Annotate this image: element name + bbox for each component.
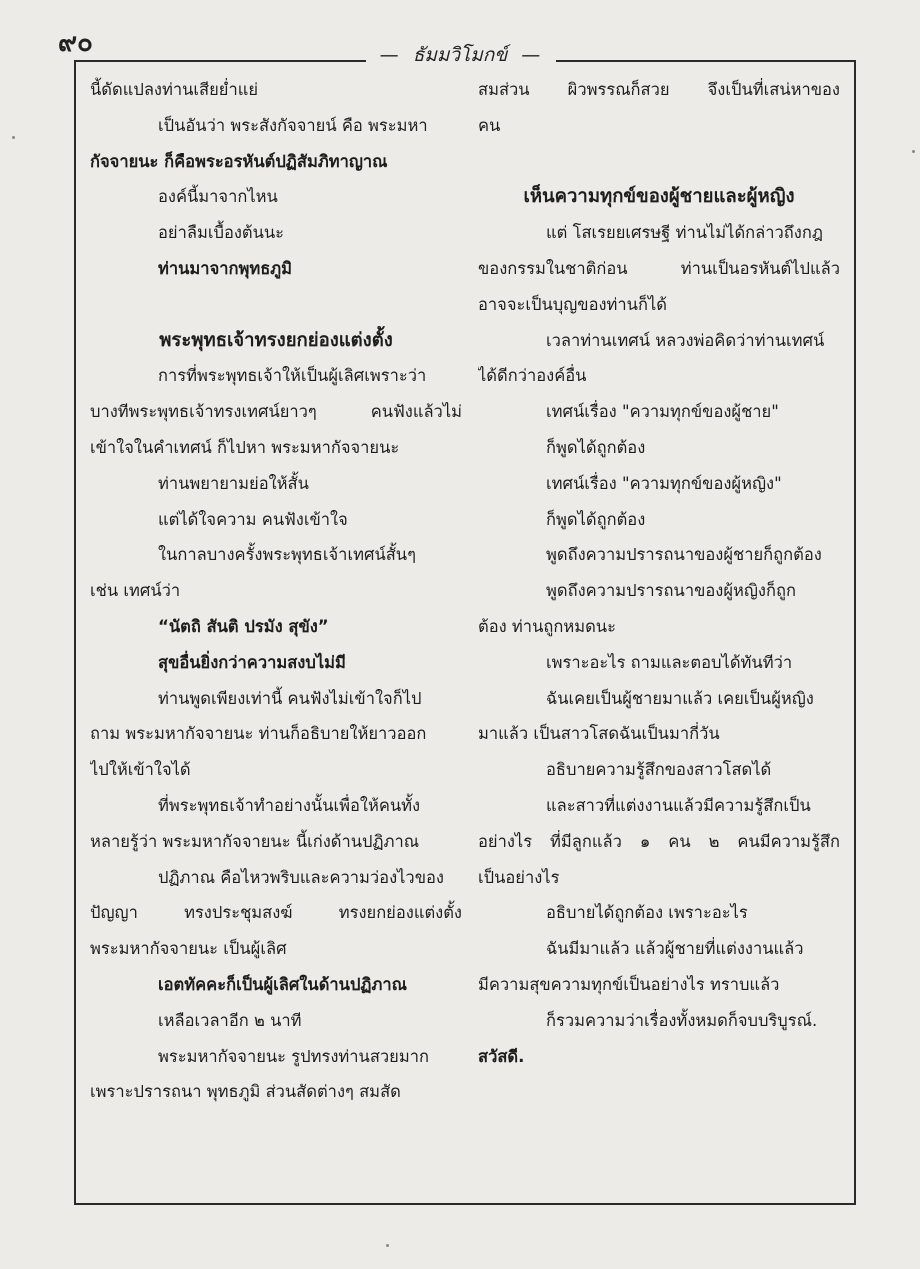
right-column xyxy=(478,72,840,1074)
book-title: — ธัมมวิโมกข์ — xyxy=(372,44,549,66)
text-line: ถาม พระมหากัจจายนะ ท่านก็อธิบายให้ยาวออก xyxy=(90,724,427,744)
text-line: “นัตถิ สันติ ปรมัง สุขัง” xyxy=(158,616,329,636)
text-line: มาแล้ว เป็นสาวโสดฉันเป็นมากี่วัน xyxy=(478,724,720,744)
text-line: เข้าใจในคำเทศน์ ก็ไปหา พระมหากัจจายนะ xyxy=(90,437,400,457)
paragraph-gap xyxy=(478,144,840,180)
page-number: ๙๐ xyxy=(58,28,93,58)
text-line: อย่างไร ที่มีลูกแล้ว ๑ คน ๒ คนมีความรู้สึก xyxy=(478,831,840,851)
text-line: เทศน์เรื่อง "ความทุกข์ของผู้หญิง" xyxy=(546,473,782,493)
text-line: อธิบายได้ถูกต้อง เพราะอะไร xyxy=(546,903,748,923)
text-line: ท่านพูดเพียงเท่านี้ คนฟังไม่เข้าใจก็ไป xyxy=(158,688,422,708)
book-title-text: ธัมมวิโมกข์ xyxy=(405,44,516,66)
text-line: ในกาลบางครั้งพระพุทธเจ้าเทศน์สั้นๆ xyxy=(158,545,416,565)
text-line: ปฏิภาณ คือไหวพริบและความว่องไวของ xyxy=(158,867,444,887)
text-line: สุขอื่นยิ่งกว่าความสงบไม่มี xyxy=(158,652,346,672)
text-line: ได้ดีกว่าองค์อื่น xyxy=(478,366,587,386)
text-line: เช่น เทศน์ว่า xyxy=(90,581,181,601)
text-line: หลายรู้ว่า พระมหากัจจายนะ นี้เก่งด้านปฏิภาณ xyxy=(90,831,420,851)
text-line: การที่พระพุทธเจ้าให้เป็นผู้เลิศเพราะว่า xyxy=(158,366,427,386)
text-line: มีความสุขความทุกข์เป็นอย่างไร ทราบแล้ว xyxy=(478,974,780,994)
text-line: ที่พระพุทธเจ้าทำอย่างนั้นเพื่อให้คนทั้ง xyxy=(158,795,421,815)
text-line: ก็พูดได้ถูกต้อง xyxy=(546,437,646,457)
text-line: ไปให้เข้าใจได้ xyxy=(90,760,191,780)
text-line: ก็พูดได้ถูกต้อง xyxy=(546,509,646,529)
paper-speck xyxy=(386,1244,389,1247)
text-line: พระมหากัจจายนะ รูปทรงท่านสวยมาก xyxy=(158,1046,429,1066)
paragraph-gap xyxy=(90,287,462,323)
text-line: เพราะอะไร ถามและตอบได้ทันทีว่า xyxy=(546,652,793,672)
text-line: นี้ดัดแปลงท่านเสียย่ำแย่ xyxy=(90,80,259,99)
text-line: ท่านมาจากพุทธภูมิ xyxy=(158,258,293,278)
text-line: เวลาท่านเทศน์ หลวงพ่อคิดว่าท่านเทศน์ xyxy=(546,330,825,350)
text-line: เทศน์เรื่อง "ความทุกข์ของผู้ชาย" xyxy=(546,402,779,422)
text-line: ปัญญา ทรงประชุมสงฆ์ ทรงยกย่องแต่งตั้ง xyxy=(90,903,462,923)
section-heading: พระพุทธเจ้าทรงยกย่องแต่งตั้ง xyxy=(159,329,393,351)
text-line: สวัสดี. xyxy=(478,1046,525,1066)
text-line: พูดถึงความปรารถนาของผู้ชายก็ถูกต้อง xyxy=(546,545,822,565)
text-line: ก็รวมความว่าเรื่องทั้งหมดก็จบบริบูรณ์. xyxy=(546,1010,818,1030)
left-column xyxy=(90,72,462,1110)
text-line: ต้อง ท่านถูกหมดนะ xyxy=(478,616,616,636)
text-line: แต่ได้ใจความ คนฟังเข้าใจ xyxy=(158,509,348,529)
text-line: พระมหากัจจายนะ เป็นผู้เลิศ xyxy=(90,939,287,959)
text-line: อาจจะเป็นบุญของท่านก็ได้ xyxy=(478,294,667,314)
text-line: ฉันมีมาแล้ว แล้วผู้ชายที่แต่งงานแล้ว xyxy=(546,939,804,959)
paper-speck xyxy=(12,136,15,139)
text-line: กัจจายนะ ก็คือพระอรหันต์ปฏิสัมภิทาญาณ xyxy=(90,151,388,171)
text-line: องค์นี้มาจากไหน xyxy=(158,187,278,207)
text-line: อย่าลืมเบื้องต้นนะ xyxy=(158,223,285,243)
text-line: ท่านพยายามย่อให้สั้น xyxy=(158,473,309,493)
text-line: คน xyxy=(478,115,501,135)
text-line: และสาวที่แต่งงานแล้วมีความรู้สึกเป็น xyxy=(546,795,811,815)
text-line: แต่ โสเรยยเศรษฐี ท่านไม่ได้กล่าวถึงกฎ xyxy=(546,223,823,243)
text-line: เป็นอย่างไร xyxy=(478,867,560,887)
text-line: ของกรรมในชาติก่อน ท่านเป็นอรหันต์ไปแล้ว xyxy=(478,258,840,278)
text-line: ฉันเคยเป็นผู้ชายมาแล้ว เคยเป็นผู้หญิง xyxy=(546,688,814,708)
text-line: เป็นอันว่า พระสังกัจจายน์ คือ พระมหา xyxy=(158,115,428,135)
text-line: บางทีพระพุทธเจ้าทรงเทศน์ยาวๆ คนฟังแล้วไม่ xyxy=(90,402,462,422)
text-line: เอตทัคคะก็เป็นผู้เลิศในด้านปฏิภาณ xyxy=(158,974,407,994)
section-heading: เห็นความทุกข์ของผู้ชายและผู้หญิง xyxy=(523,186,795,208)
text-line: เหลือเวลาอีก ๒ นาที xyxy=(158,1010,302,1030)
text-line: พูดถึงความปรารถนาของผู้หญิงก็ถูก xyxy=(546,581,796,601)
running-header xyxy=(0,40,920,70)
paper-speck xyxy=(912,150,915,153)
text-line: เพราะปรารถนา พุทธภูมิ ส่วนสัดต่างๆ สมสัด xyxy=(90,1082,401,1102)
text-line: สมส่วน ผิวพรรณก็สวย จึงเป็นที่เสน่หาของ xyxy=(478,80,840,99)
text-line: อธิบายความรู้สึกของสาวโสดได้ xyxy=(546,760,772,780)
